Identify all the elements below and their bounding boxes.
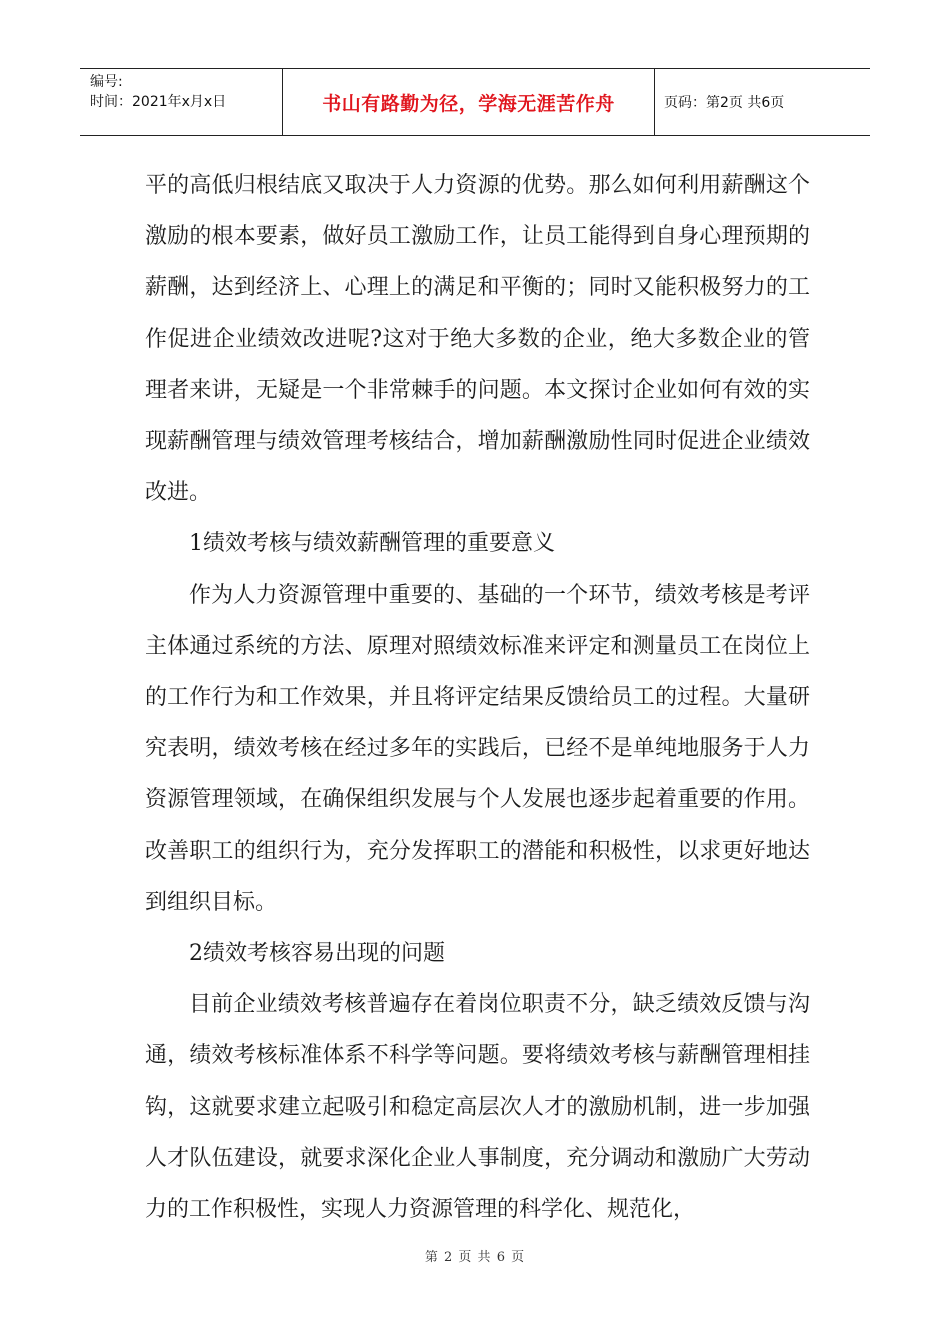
section-heading: 1绩效考核与绩效薪酬管理的重要意义 [189,531,555,557]
document-date-label: 时间：2021年x月x日 [90,94,227,110]
document-number-label: 编号: [90,74,123,90]
page-header [80,68,870,136]
header-meta-cell [80,69,283,135]
section-heading: 2绩效考核容易出现的问题 [189,941,445,967]
header-motto: 书山有路勤为径，学海无涯苦作舟 [283,69,655,135]
header-page-indicator: 页码：第2页 共6页 [664,95,785,111]
page-footer: 第 2 页 共 6 页 [424,1250,526,1265]
body-paragraph: 平的高低归根结底又取决于人力资源的优势。那么如何利用薪酬这个激励的根本要素，做好员工激励工作，让员工能得到自身心理预期的薪酬，达到经济上、心理上的满足和平衡的；同时又能积极努力的工作促进企业绩效改进呢?这对于绝大多数的企业，绝大多数企业的管理者来讲，无疑是一个非常棘手的问题。本文探讨企业如何有效的实现薪酬管理与绩效管理考核结合，增加薪酬激励性同时促进企业绩效改进。 [145,173,810,506]
document-body [145,160,810,1235]
body-paragraph: 目前企业绩效考核普遍存在着岗位职责不分，缺乏绩效反馈与沟通，绩效考核标准体系不科学等问题。要将绩效考核与薪酬管理相挂钩，这就要求建立起吸引和稳定高层次人才的激励机制，进一步加强人才队伍建设，就要求深化企业人事制度，充分调动和激励广大劳动力的工作积极性，实现人力资源管理的科学化、规范化， [145,992,810,1223]
body-paragraph: 作为人力资源管理中重要的、基础的一个环节，绩效考核是考评主体通过系统的方法、原理对照绩效标准来评定和测量员工在岗位上的工作行为和工作效果，并且将评定结果反馈给员工的过程。大量研究表明，绩效考核在经过多年的实践后，已经不是单纯地服务于人力资源管理领域，在确保组织发展与个人发展也逐步起着重要的作用。改善职工的组织行为，充分发挥职工的潜能和积极性，以求更好地达到组织目标。 [145,582,810,915]
